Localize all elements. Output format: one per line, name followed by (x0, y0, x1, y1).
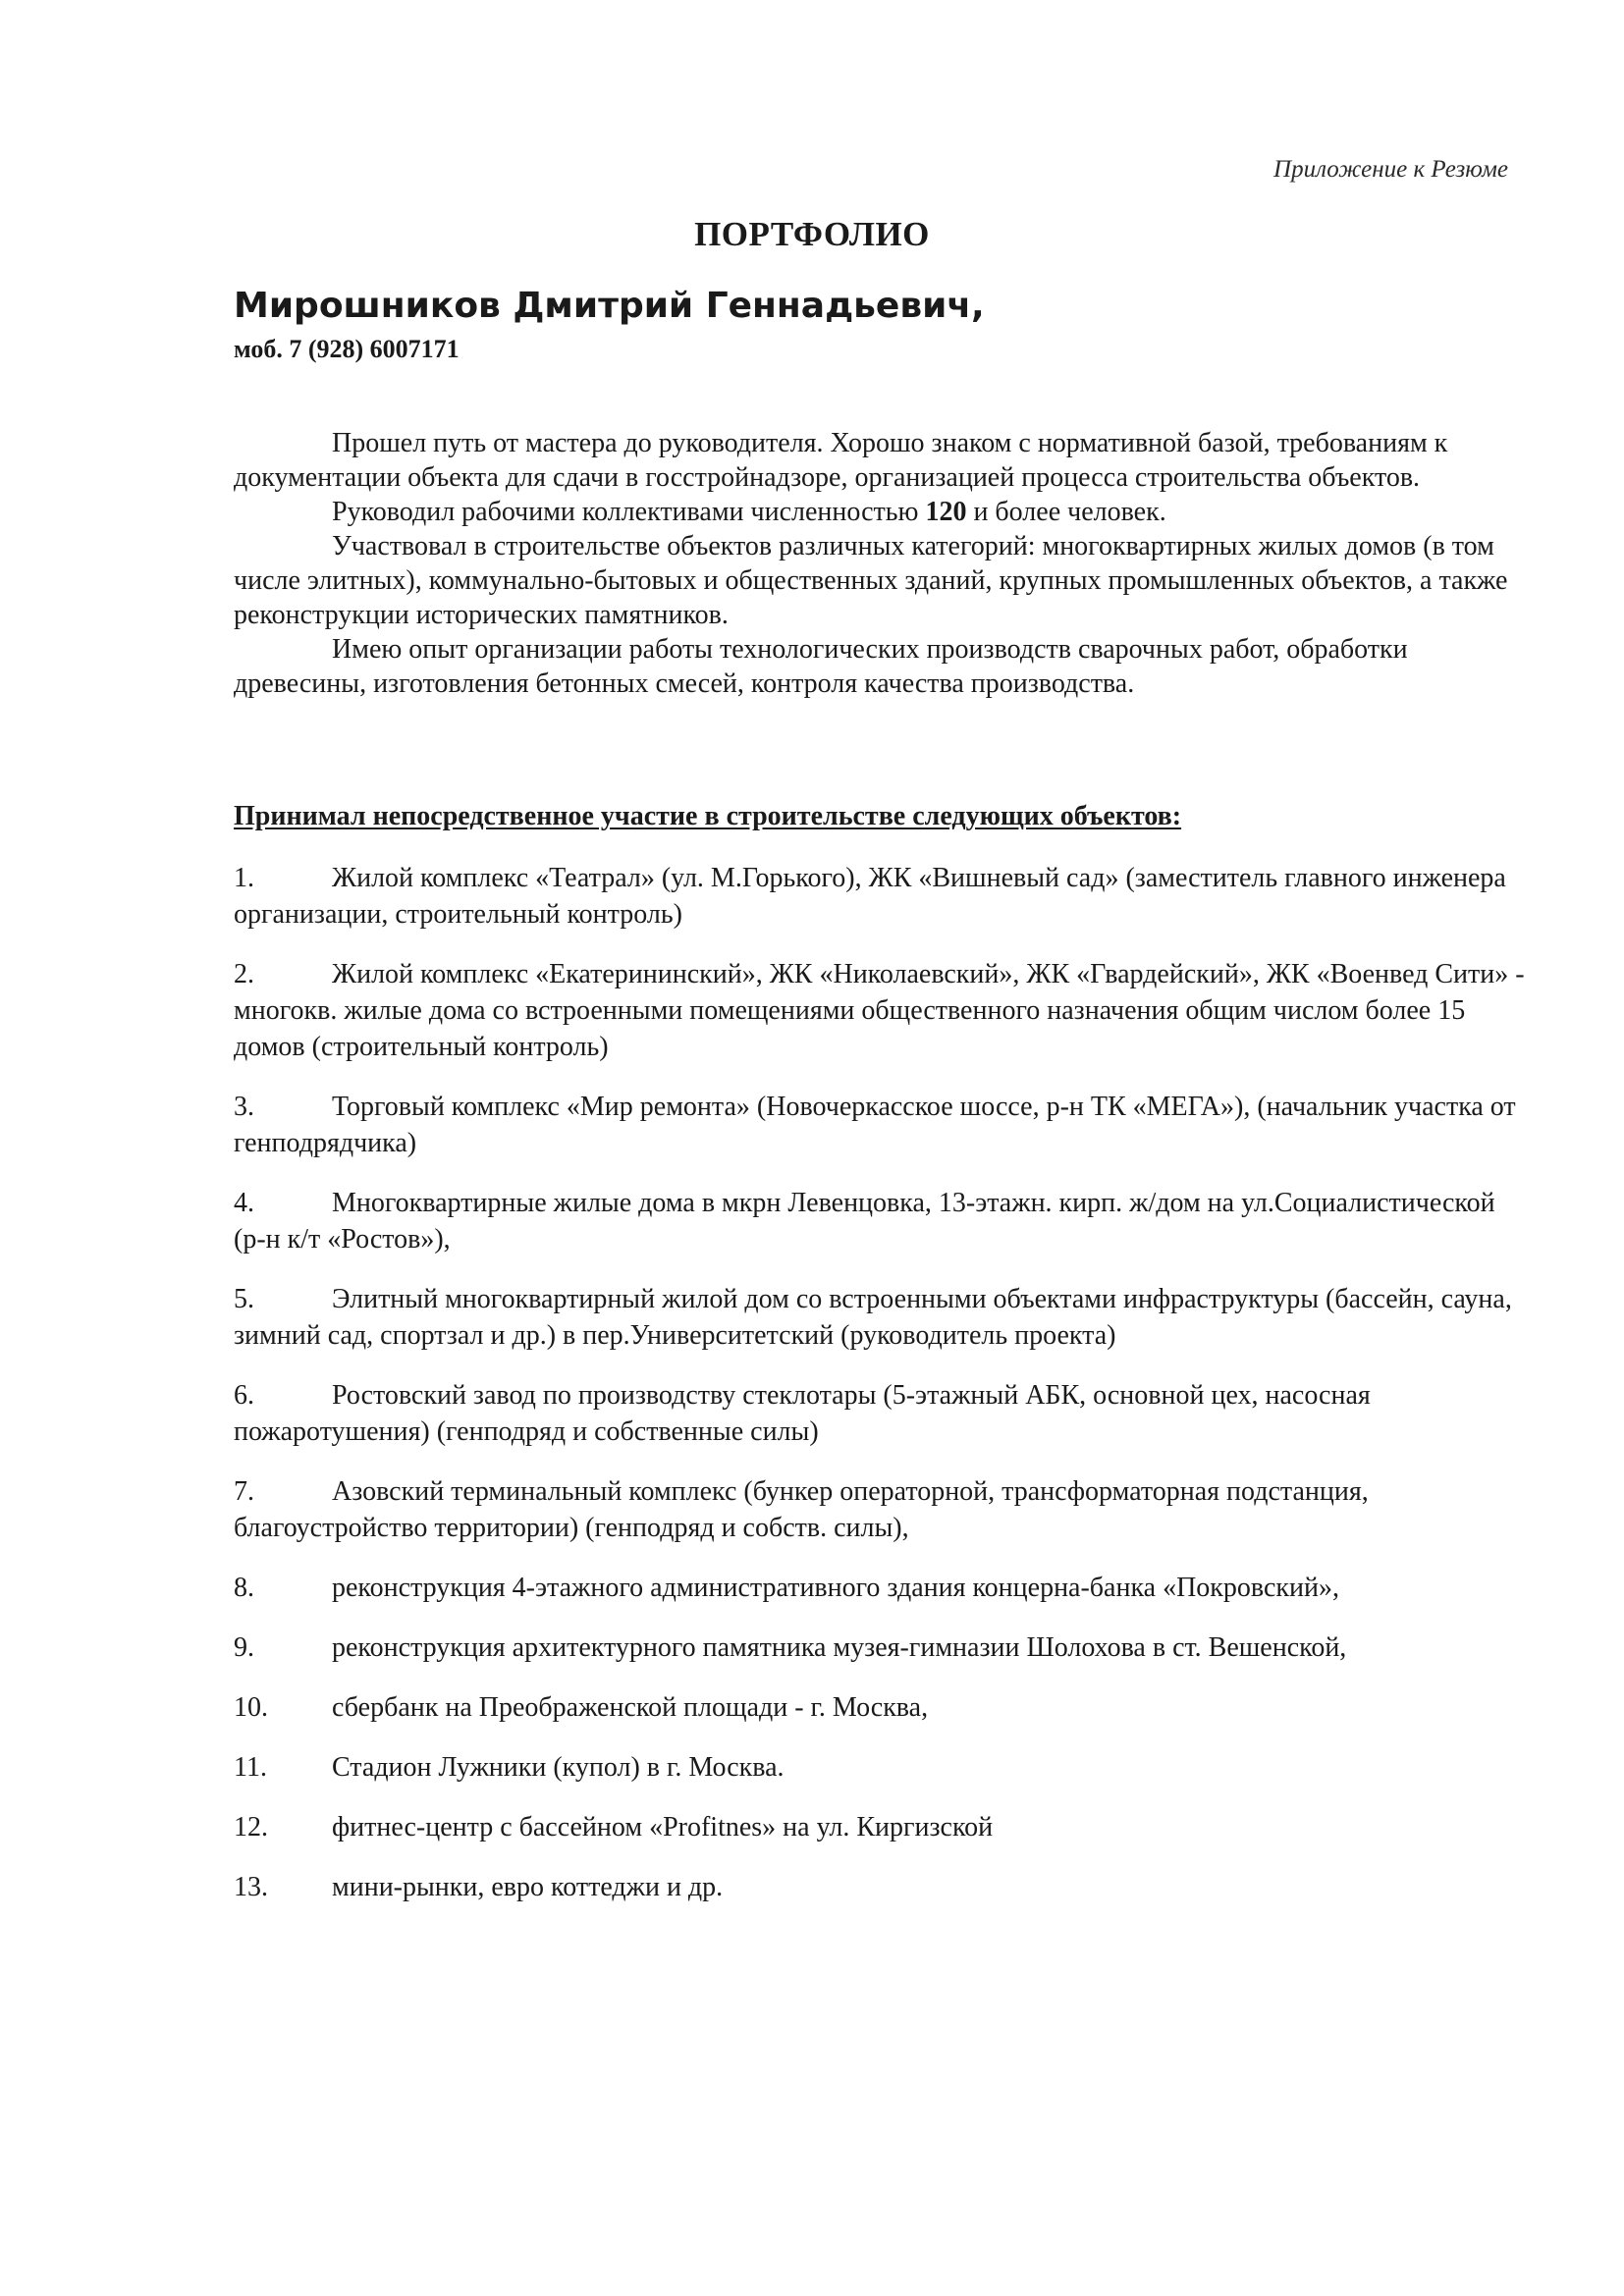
intro-section (234, 426, 1530, 701)
project-number: 13. (234, 1872, 268, 1902)
team-size-value: 120 (925, 497, 967, 527)
project-item (234, 1629, 1530, 1666)
project-text: реконструкция 4-этажного административного здания концерна-банка «Покровский», (332, 1573, 1339, 1603)
project-item (234, 1749, 1530, 1786)
project-item (234, 860, 1530, 933)
project-text: Жилой комплекс «Театрал» (ул. М.Горького), ЖК «Вишневый сад» (заместитель главного инженера организации, строительный контроль) (234, 863, 1506, 930)
project-item (234, 1473, 1530, 1546)
project-number: 6. (234, 1380, 254, 1411)
intro-text: и более человек. (966, 497, 1166, 527)
project-number: 5. (234, 1284, 254, 1314)
intro-paragraph: Имею опыт организации работы технологических производств сварочных работ, обработки древесины, изготовления бетонных смесей, контроля качества производства. (234, 634, 1408, 699)
project-number: 10. (234, 1692, 268, 1723)
project-item (234, 1689, 1530, 1726)
project-text: Элитный многоквартирный жилой дом со встроенными объектами инфраструктуры (бассейн, сауна, зимний сад, спортзал и др.) в пер.Университетский (руководитель проекта) (234, 1284, 1512, 1351)
page-title: ПОРТФОЛИО (694, 215, 930, 253)
intro-paragraph: Участвовал в строительстве объектов различных категорий: многоквартирных жилых домов (в том числе элитных), коммунально-бытовых и общественных зданий, крупных промышленных объектов, а также реконструкции исторических памятников. (234, 531, 1508, 630)
project-text: мини-рынки, евро коттеджи и др. (332, 1872, 724, 1902)
intro-paragraph: Прошел путь от мастера до руководителя. Хорошо знаком с нормативной базой, требованиям к документации объекта для сдачи в госстройнадзоре, организацией процесса строительства объектов. (234, 428, 1448, 493)
project-number: 4. (234, 1188, 254, 1218)
project-number: 8. (234, 1573, 254, 1603)
project-item (234, 1377, 1530, 1450)
project-number: 12. (234, 1812, 268, 1842)
project-text: Торговый комплекс «Мир ремонта» (Новочеркасское шоссе, р-н ТК «МЕГА»), (начальник участка от генподрядчика) (234, 1092, 1516, 1158)
person-name: Мирошников Дмитрий Геннадьевич, (234, 286, 985, 326)
project-item (234, 1809, 1530, 1845)
project-text: сбербанк на Преображенской площади - г. Москва, (332, 1692, 929, 1723)
project-item (234, 1281, 1530, 1354)
intro-paragraph (234, 495, 1530, 529)
project-text: реконструкция архитектурного памятника музея-гимназии Шолохова в ст. Вешенской, (332, 1632, 1347, 1663)
appendix-note: Приложение к Резюме (1273, 156, 1508, 183)
project-item (234, 1869, 1530, 1905)
project-text: Азовский терминальный комплекс (бункер операторной, трансформаторная подстанция, благоустройство территории) (генподряд и собств. силы), (234, 1476, 1369, 1543)
intro-text: Руководил рабочими коллективами численностью (332, 497, 926, 527)
project-text: Многоквартирные жилые дома в мкрн Левенцовка, 13-этажн. кирп. ж/дом на ул.Социалистической (р-н к/т «Ростов»), (234, 1188, 1495, 1255)
projects-heading: Принимал непосредственное участие в строительстве следующих объектов: (234, 801, 1182, 831)
project-item (234, 1570, 1530, 1606)
project-item (234, 1089, 1530, 1161)
project-item (234, 1185, 1530, 1257)
project-text: Стадион Лужники (купол) в г. Москва. (332, 1752, 785, 1783)
project-text: Ростовский завод по производству стеклотары (5-этажный АБК, основной цех, насосная пожаротушения) (генподряд и собственные силы) (234, 1380, 1371, 1447)
projects-list (234, 860, 1530, 1929)
project-number: 9. (234, 1632, 254, 1663)
project-number: 3. (234, 1092, 254, 1122)
project-number: 1. (234, 863, 254, 893)
project-text: Жилой комплекс «Екатерининский», ЖК «Николаевский», ЖК «Гвардейский», ЖК «Военвед Сити» - многокв. жилые дома со встроенными помещениями общественного назначения общим числом более 15 домов (строительный контроль) (234, 959, 1525, 1062)
person-phone: моб. 7 (928) 6007171 (234, 335, 460, 363)
project-number: 11. (234, 1752, 267, 1783)
project-number: 7. (234, 1476, 254, 1507)
project-item (234, 956, 1530, 1065)
project-text: фитнес-центр с бассейном «Profitnes» на ул. Киргизской (332, 1812, 994, 1842)
project-number: 2. (234, 959, 254, 989)
